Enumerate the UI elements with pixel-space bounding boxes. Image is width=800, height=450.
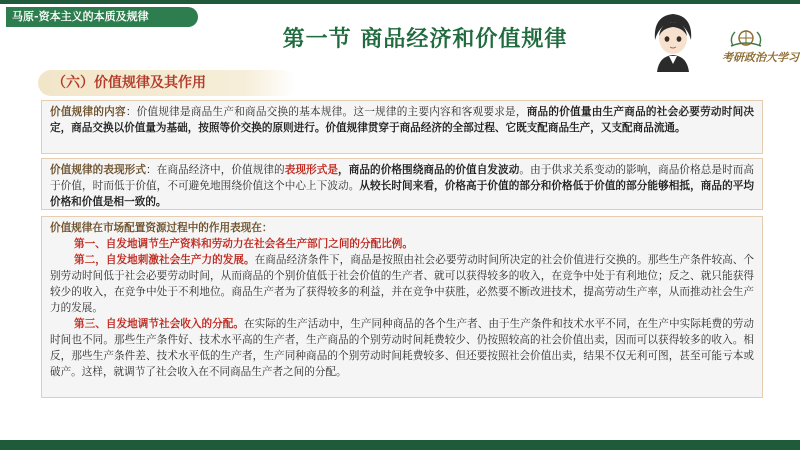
avatar: [649, 10, 697, 72]
page-title: 第一节 商品经济和价值规律: [282, 27, 568, 52]
content-box-form: [41, 158, 763, 210]
role-point-3: [50, 316, 754, 380]
role-point-3-text: 在实际的生产活动中，生产同种商品的各个生产者、由于生产条件和技术水平不同，在生产中实际耗费的劳动时间也不同。那些生产条件好、技术水平高的生产者，生产商品的个别劳动时间耗费较少、仍按照较高的社会价值出卖，因而可以获得较多的收入。相反，那些生产条件差、技术水平低的生产者，生产同种商品的个别劳动时间耗费较多、但还要按照社会价值出卖，结果不仅无利可图，甚至可能亏本或破产。这样，就调节了社会收入在不同商品生产者之间的分配。: [50, 318, 755, 378]
role-point-3-title: 第三、自发地调节社会收入的分配。: [74, 318, 245, 330]
law-content-bold: 商品的价值量由生产商品的社会必要劳动时间决定，商品交换以价值量为基础，按照等价交换的原则进行。价值规律贯穿于商品经济的全部过程、它既支配商品生产，又支配商品流通。: [50, 106, 755, 134]
content-box-law: [41, 100, 763, 154]
law-form-bold2: 从较长时间来看，价格高于价值的部分和价格低于价值的部分能够相抵，商品的平均价格和价值是相一致的。: [50, 180, 755, 208]
role-label-line: [50, 220, 754, 236]
law-content-label: 价值规律的内容: [50, 106, 126, 118]
top-accent-bar: [0, 0, 800, 4]
role-label: 价值规律在市场配置资源过程中的作用表现在：: [50, 222, 273, 234]
chapter-tag: 马原-资本主义的本质及规律: [6, 7, 198, 27]
role-point-2-text: 在商品经济条件下，商品是按照由社会必要劳动时间所决定的社会价值进行交换的。那些生产条件较高、个别劳动时间低于社会必要劳动时间，从而商品的个别价值低于社会价值的生产者、就可以获得较多的收入，在竞争中处于有利地位；反之、就只能获得较少的收入，在竞争中处于不利地位。商品生产者为了获得较多的利益，并在竞争中获胜，必然要不断改进技术，提高劳动生产率，从而推动社会生产力的发展。: [50, 254, 755, 314]
bottom-accent-bar: [0, 440, 800, 450]
law-content-text: ：价值规律是商品生产和商品交换的基本规律。这一规律的主要内容和客观要求是，: [125, 106, 527, 118]
law-form-red: 表现形式是: [284, 164, 339, 176]
role-point-1: [50, 236, 754, 252]
law-form-bold1: ，商品的价格围绕商品的价值自发波动: [338, 164, 520, 176]
logo-text: 考研政治大学习: [722, 51, 799, 64]
role-point-2: [50, 252, 754, 316]
law-form-text1: ：在商品经济中，价值规律的: [146, 164, 285, 176]
role-point-2-title: 第二，自发地刺激社会生产力的发展。: [74, 254, 255, 266]
section-heading: （六）价值规律及其作用: [38, 70, 296, 96]
law-content-paragraph: [50, 104, 754, 136]
role-point-1-text: 第一、自发地调节生产资料和劳动力在社会各生产部门之间的分配比例。: [74, 238, 413, 250]
law-form-paragraph: [50, 162, 754, 210]
law-form-label: 价值规律的表现形式: [50, 164, 147, 176]
content-box-role: [41, 216, 763, 398]
law-form-text2: 。由于供求关系变动的影响，商品价格总是时而高于价值，时而低于价值，不可避免地围绕价值这个中心上下波动。: [50, 164, 755, 192]
